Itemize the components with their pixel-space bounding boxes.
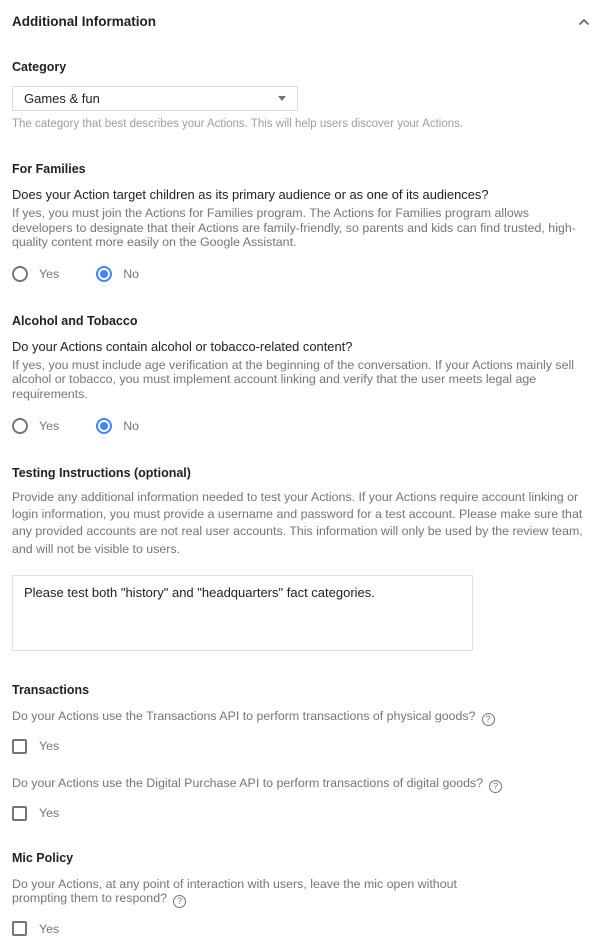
testing-instructions-helper-text: Provide any additional information needed to test your Actions. If your Actions require account linking or login information, you must provide a username and password for a test account. Please make sure that any provided accounts are not real user accounts. This information will only be used by the review team, and will not be visible to users. — [12, 489, 583, 556]
mic-policy-checkbox[interactable] — [12, 921, 27, 936]
panel-title: Additional Information — [12, 14, 156, 29]
question-text: Do your Actions use the Digital Purchase API to perform transactions of digital goods? — [12, 775, 484, 790]
for-families-radio-group — [12, 266, 592, 282]
transactions-physical-question — [12, 709, 592, 726]
for-families-question: Does your Action target children as its primary audience or as one of its audiences? — [12, 187, 489, 202]
alcohol-tobacco-radio-group — [12, 418, 592, 434]
testing-instructions-section — [12, 466, 592, 652]
transactions-digital-question — [12, 776, 592, 793]
alcohol-tobacco-question: Do your Actions contain alcohol or tobacco-related content? — [12, 338, 353, 354]
transactions-physical-row — [12, 739, 592, 754]
radio-button-icon — [12, 266, 28, 282]
for-families-helper-text: If yes, you must join the Actions for Families program. The Actions for Families program allows developers to designate that their Actions are family-friendly, so parents and kids can find trusted, high-quality content more easily on the Google Assistant. — [12, 206, 576, 250]
mic-policy-heading: Mic Policy — [12, 850, 74, 865]
alcohol-tobacco-yes-radio[interactable] — [12, 418, 59, 434]
radio-button-icon — [96, 418, 112, 434]
transactions-digital-row — [12, 806, 592, 821]
category-helper-text: The category that best describes your Actions. This will help users discover your Actions. — [12, 118, 464, 130]
help-icon[interactable]: ? — [489, 780, 502, 793]
checkbox-label: Yes — [39, 921, 60, 936]
alcohol-tobacco-no-radio[interactable] — [96, 418, 139, 434]
checkbox-label: Yes — [39, 806, 60, 821]
collapse-section-button[interactable] — [576, 16, 592, 28]
transactions-physical-checkbox[interactable] — [12, 739, 27, 754]
dropdown-arrow-icon — [278, 96, 286, 101]
for-families-heading: For Families — [12, 162, 86, 176]
category-field — [12, 60, 592, 130]
radio-label: No — [123, 266, 140, 281]
category-select[interactable] — [12, 86, 298, 111]
radio-button-icon — [12, 418, 28, 434]
category-select-value: Games & fun — [24, 91, 100, 106]
mic-policy-section — [12, 851, 592, 936]
question-text: Do your Actions use the Transactions API to perform transactions of physical goods? — [12, 709, 476, 724]
help-icon[interactable]: ? — [482, 713, 495, 726]
alcohol-tobacco-helper-text: If yes, you must include age verification at the beginning of the conversation. If your Actions mainly sell alcohol or tobacco, you must implement account linking and verify that the user meets legal age requirements. — [12, 357, 575, 401]
alcohol-tobacco-section — [12, 314, 592, 434]
testing-instructions-heading: Testing Instructions (optional) — [12, 465, 191, 480]
question-text: Do your Actions, at any point of interaction with users, leave the mic open without prompting them to respond? — [12, 876, 457, 906]
panel-header — [12, 14, 592, 29]
for-families-yes-radio[interactable] — [12, 266, 59, 282]
radio-label: No — [123, 418, 140, 433]
mic-policy-row — [12, 921, 592, 936]
alcohol-tobacco-heading: Alcohol and Tobacco — [12, 313, 138, 328]
transactions-heading: Transactions — [12, 683, 90, 698]
transactions-section — [12, 683, 592, 821]
mic-policy-question — [12, 877, 512, 908]
testing-instructions-input[interactable] — [12, 575, 473, 651]
help-icon[interactable]: ? — [173, 895, 186, 908]
for-families-no-radio[interactable] — [96, 266, 139, 282]
transactions-digital-checkbox[interactable] — [12, 806, 27, 821]
checkbox-label: Yes — [39, 739, 60, 754]
category-label: Category — [12, 60, 67, 74]
radio-label: Yes — [39, 418, 60, 433]
chevron-up-icon — [578, 18, 590, 26]
radio-label: Yes — [39, 266, 60, 281]
for-families-section — [12, 162, 592, 282]
radio-button-icon — [96, 266, 112, 282]
